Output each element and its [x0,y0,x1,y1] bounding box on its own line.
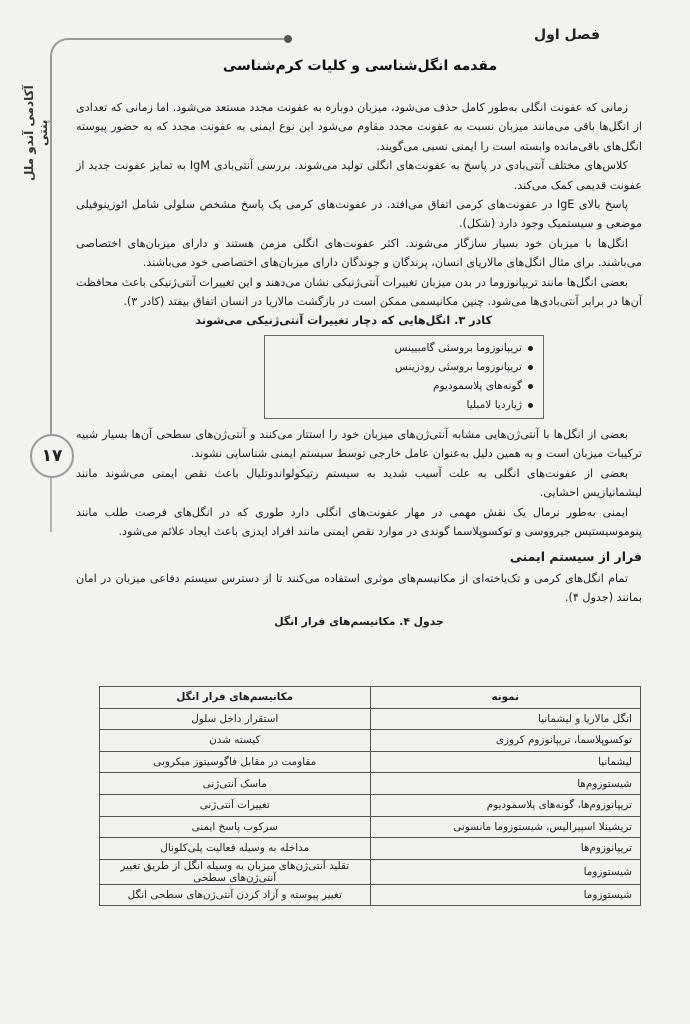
frame-corner [50,38,72,60]
list-item [271,396,533,415]
box-list [264,335,544,419]
table-row [100,859,641,884]
cell-example: تریشینلا اسپیرالیس، شیستوزوما مانسونی [370,816,641,838]
table-row [100,884,641,906]
column-header-mechanism: مکانیسم‌های فرار انگل [100,687,371,709]
table-row [100,751,641,773]
page-title: مقدمه انگل‌شناسی و کلیات کرم‌شناسی [222,58,498,74]
chapter-heading: فصل اول [534,27,600,43]
box-caption: کادر ۳. انگل‌هایی که دچار تغییرات آنتی‌ژنیکی می‌شوند [195,314,492,328]
cell-example: تریپانوزوم‌ها [370,838,641,860]
paragraph: تمام انگل‌های کرمی و تک‌یاخته‌ای از مکانیسم‌های موثری استفاده می‌کنند تا از دسترس سیستم دفاعی میزبان در امان بمانند (جدول ۴). [76,571,642,605]
list-item [271,358,533,377]
bullet-icon [528,365,533,370]
cell-mechanism: سرکوب پاسخ ایمنی [100,816,371,838]
paragraph: بعضی انگل‌ها مانند تریپانوزوما در بدن میزبان تغییرات آنتی‌ژنیکی نشان می‌دهند و این تغییرات آنتی‌ژنیکی باعث محافظت آن‌ها در برابر آنتی‌بادی‌ها می‌شود. چنین مکانیسمی ممکن است در بازگشت مالاریا در انسان اتفاق بیفتد (کادر ۳). [76,275,642,309]
cell-example: تریپانوزوم‌ها، گونه‌های پلاسمودیوم [370,794,641,816]
side-label: آکادمی آندو ملل پنتی [22,85,50,181]
cell-example: توکسوپلاسما، تریپانوزوم کروزی [370,730,641,752]
list-item-text: تریپانوزوما بروسئی گامبیینس [394,341,522,354]
paragraph: ایمنی به‌طور نرمال یک نقش مهمی در مهار عفونت‌های انگلی دارد طوری که در انگل‌های فرصت طلب مانند پنوموسیستیس جیرووسی و توکسوپلاسما گوندی در موارد نقص ایمنی مانند افراد ایدزی باعث ایجاد علائم می‌شود. [76,505,642,538]
table-row [100,794,641,816]
cell-mechanism: تغییر پیوسته و آزاد کردن آنتی‌ژن‌های سطحی انگل [100,884,371,906]
cell-mechanism: تقلید آنتی‌ژن‌های میزبان به وسیله انگل از طریق تغییر آنتی‌ژن‌های سطحی [100,859,371,884]
table-row [100,816,641,838]
table-row [100,773,641,795]
frame-line-left-lower [50,472,52,532]
bullet-icon [528,384,533,389]
paragraph: کلاس‌های مختلف آنتی‌بادی در پاسخ به عفونت‌های انگلی تولید می‌شوند. بررسی آنتی‌بادی IgM به تمایز عفونت جدید از عفونت قدیمی کمک می‌کند. [76,159,642,192]
table-header-row [100,687,641,709]
cell-example: لیشمانیا [370,751,641,773]
section-heading: فرار از سیستم ایمنی [509,549,642,565]
cell-example: شیستوزوما [370,859,641,884]
cell-example: انگل مالاریا و لیشمانیا [370,708,641,730]
page-number: ۱۷ [30,434,74,478]
paragraph: زمانی که عفونت انگلی به‌طور کامل حذف می‌شود، میزبان دوباره به عفونت مجدد مستعد می‌شود. اما زمانی که تعدادی از انگل‌ها باقی می‌مانند میزبان نسبت به عفونت مجدد مقاوم می‌شود این نوع ایمنی به عفونت مجدد که به حضور پیوسته انگل‌های باقی‌مانده وابسته است را ایمنی نسبی می‌گویند. [76,101,642,153]
table-row [100,838,641,860]
cell-example: شیستوزوم‌ها [370,773,641,795]
cell-mechanism: استقرار داخل سلول [100,708,371,730]
cell-example: شیستوزوما [370,884,641,906]
frame-line-top [68,38,290,40]
table-caption: جدول ۴. مکانیسم‌های فرار انگل [274,614,444,628]
paragraph: پاسخ بالای IgE در عفونت‌های کرمی اتفاق می‌افتد. در عفونت‌های کرمی یک پاسخ مشخص سلولی شامل ائوزینوفیلی موضعی و سیستمیک وجود دارد (شکل). [76,198,642,231]
cell-mechanism: کیسته شدن [100,730,371,752]
bullet-icon [528,346,533,351]
list-item-text: گونه‌های پلاسمودیوم [432,379,522,392]
paragraph: بعضی از انگل‌ها با آنتی‌ژن‌هایی مشابه آنتی‌ژن‌های میزبان خود را استتار می‌کنند و آنتی‌ژن‌های سطحی آن‌ها بسیار شبیه ترکیبات میزبان است و به همین دلیل به‌عنوان عامل خارجی توسط سیستم ایمنی شناسایی نشوند. [76,427,642,461]
list-item-text: تریپانوزوما بروسئی رودزینس [395,360,522,373]
list-item [271,377,533,396]
paragraph: انگل‌ها با میزبان خود بسیار سازگار می‌شوند. اکثر عفونت‌های انگلی مزمن هستند و دارای میزبان‌های اختصاصی می‌باشند. برای مثال انگل‌های مالاریای انسان، پرندگان و جوندگان دارای میزبان‌های اختصاصی خود می‌باشند. [76,236,642,270]
list-item-text: ژیاردیا لامبلیا [466,398,522,411]
table-row [100,730,641,752]
paragraph: بعضی از عفونت‌های انگلی به علت آسیب شدید به سیستم رتیکولواندوتلیال باعث نقص ایمنی می‌شوند مانند لیشمانیازیس احشایی. [76,466,642,500]
column-header-example: نمونه [370,687,641,709]
cell-mechanism: تغییرات آنتی‌ژنی [100,794,371,816]
bullet-icon [528,403,533,408]
mechanisms-table [99,686,641,906]
frame-dot [284,35,292,43]
cell-mechanism: ماسک آنتی‌ژنی [100,773,371,795]
body-text [76,98,642,637]
cell-mechanism: مقاومت در مقابل فاگوسیتوز میکروبی [100,751,371,773]
frame-line-left [50,56,52,436]
list-item [271,339,533,358]
cell-mechanism: مداخله به وسیله فعالیت پلی‌کلونال [100,838,371,860]
table-row [100,708,641,730]
